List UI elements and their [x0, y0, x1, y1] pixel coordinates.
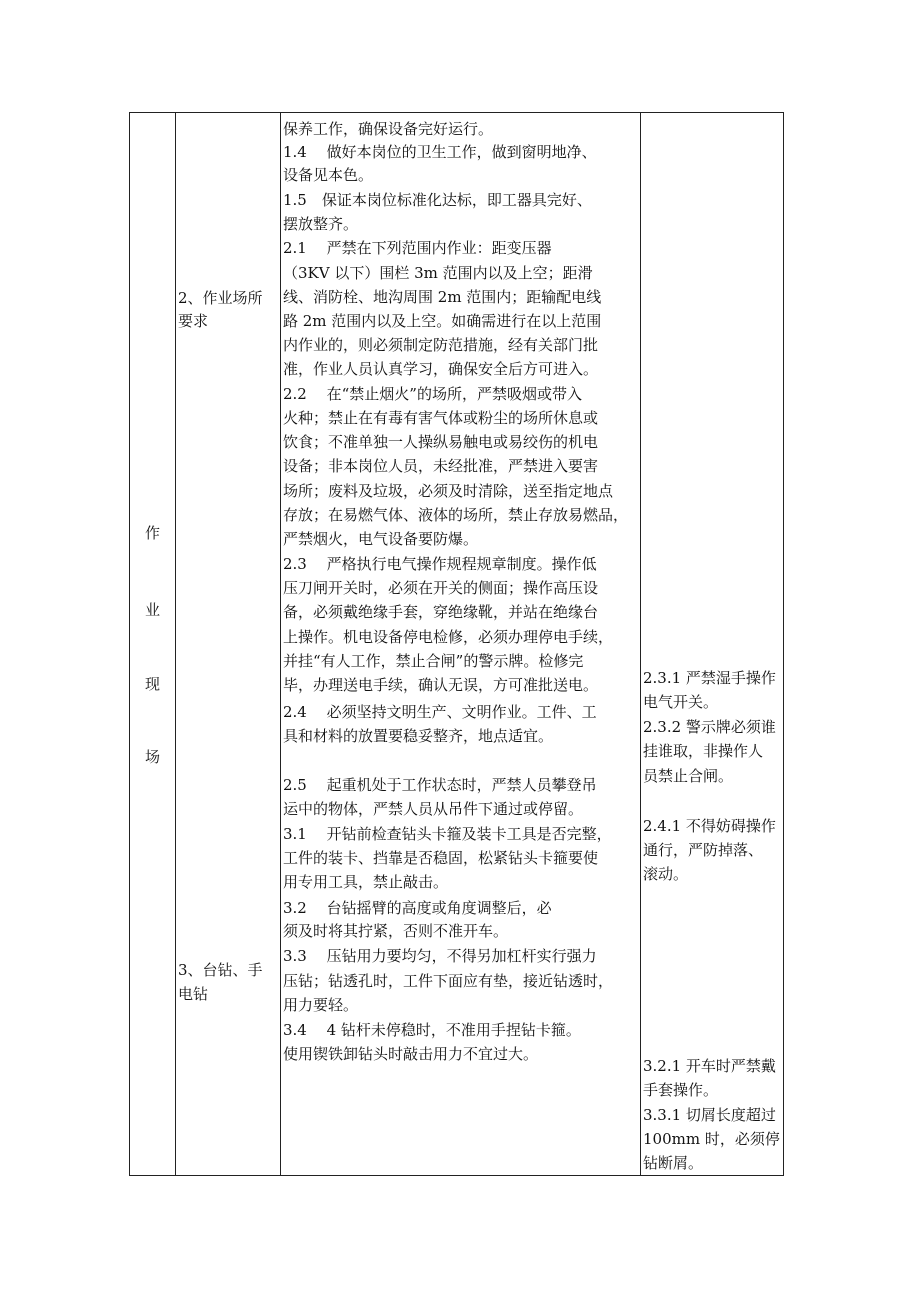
column-border — [280, 112, 281, 1176]
column-border — [640, 112, 641, 1176]
table-top-border — [129, 112, 784, 113]
text-line: 内作业的，则必须制定防范措施，经有关部门批 — [283, 336, 599, 354]
text-line: 用力要轻。 — [283, 996, 359, 1014]
text-line: 1.4 做好本岗位的卫生工作，做到窗明地净、 — [283, 143, 597, 161]
text-line: 压钻；钻透孔时，工件下面应有垫，接近钻透时， — [283, 972, 614, 990]
column-border — [175, 112, 176, 1176]
note-line: 2.3.1 严禁湿手操作 — [643, 669, 776, 687]
text-line: 2.2 在“禁止烟火”的场所，严禁吸烟或带入 — [283, 385, 582, 403]
text-line: 1.5 保证本岗位标准化达标，即工器具完好、 — [283, 191, 592, 209]
note-line: 员禁止合闸。 — [643, 767, 734, 785]
note-line: 电气开关。 — [643, 693, 719, 711]
text-line: 3.4 4 钻杆未停稳时，不准用手捏钻卡箍。 — [283, 1021, 581, 1039]
note-line: 3.2.1 开车时严禁戴 — [643, 1057, 776, 1075]
text-line: 2.5 起重机处于工作状态时，严禁人员攀登吊 — [283, 776, 597, 794]
text-line: 准，作业人员认真学习，确保安全后方可进入。 — [283, 360, 599, 378]
text-line: 2.1 严禁在下列范围内作业：距变压器 — [283, 239, 552, 257]
text-line: 线、消防栓、地沟周围 2m 范围内；距输配电线 — [283, 288, 602, 306]
note-line: 2.4.1 不得妨碍操作 — [643, 817, 776, 835]
text-line: 3.1 开钻前检查钻头卡箍及装卡工具是否完整， — [283, 825, 612, 843]
text-line: 场所；废料及垃圾，必须及时清除，送至指定地点 — [283, 482, 614, 500]
category-char: 业 — [145, 601, 161, 619]
text-line: 运中的物体，严禁人员从吊件下通过或停留。 — [283, 800, 584, 818]
text-line: 2.3 严格执行电气操作规程规章制度。操作低 — [283, 555, 597, 573]
table-bottom-border — [129, 1175, 784, 1176]
category-char: 现 — [145, 675, 161, 693]
column-border — [783, 112, 784, 1176]
note-line: 100mm 时，必须停 — [643, 1130, 780, 1148]
section-title-line: 3、台钻、手 — [178, 961, 263, 979]
note-line: 通行，严防掉落、 — [643, 841, 764, 859]
text-line: 摆放整齐。 — [283, 215, 359, 233]
section-title-line: 电钻 — [178, 985, 209, 1003]
text-line: 保养工作，确保设备完好运行。 — [283, 120, 494, 138]
text-line: 备，必须戴绝缘手套，穿绝缘靴，并站在绝缘台 — [283, 603, 599, 621]
text-line: 压刀闸开关时，必须在开关的侧面；操作高压设 — [283, 579, 599, 597]
text-line: 3.3 压钻用力要均匀，不得另加杠杆实行强力 — [283, 947, 597, 965]
text-line: 路 2m 范围内以及上空。如确需进行在以上范围 — [283, 312, 602, 330]
note-line: 2.3.2 警示牌必须谁 — [643, 718, 776, 736]
text-line: 上操作。机电设备停电检修，必须办理停电手续， — [283, 628, 614, 646]
text-line: 工件的装卡、挡靠是否稳固，松紧钻头卡箍要使 — [283, 849, 599, 867]
text-line: 存放；在易燃气体、液体的场所，禁止存放易燃品， — [283, 506, 629, 524]
note-line: 钻断屑。 — [643, 1154, 704, 1172]
text-line: 2.4 必须坚持文明生产、文明作业。工件、工 — [283, 703, 597, 721]
note-line: 滚动。 — [643, 865, 689, 883]
section-title-line: 要求 — [178, 312, 209, 330]
category-char: 场 — [145, 748, 161, 766]
note-line: 3.3.1 切屑长度超过 — [643, 1106, 776, 1124]
text-line: 3.2 台钻摇臂的高度或角度调整后，必 — [283, 899, 552, 917]
text-line: 用专用工具，禁止敲击。 — [283, 873, 449, 891]
text-line: 火种；禁止在有毒有害气体或粉尘的场所休息或 — [283, 409, 599, 427]
text-line: 严禁烟火，电气设备要防爆。 — [283, 530, 479, 548]
text-line: 具和材料的放置要稳妥整齐，地点适宜。 — [283, 727, 554, 745]
section-title-line: 2、作业场所 — [178, 289, 263, 307]
text-line: 使用锲铁卸钻头时敲击用力不宜过大。 — [283, 1045, 539, 1063]
text-line: （3KV 以下）围栏 3m 范围内以及上空；距滑 — [283, 264, 593, 282]
text-line: 设备见本色。 — [283, 166, 374, 184]
category-char: 作 — [145, 524, 161, 542]
note-line: 手套操作。 — [643, 1081, 719, 1099]
text-line: 饮食；不准单独一人操纵易触电或易绞伤的机电 — [283, 433, 599, 451]
text-line: 并挂“有人工作，禁止合闸”的警示牌。检修完 — [283, 652, 584, 670]
note-line: 挂谁取，非操作人 — [643, 742, 764, 760]
text-line: 毕，办理送电手续，确认无误，方可准批送电。 — [283, 676, 599, 694]
text-line: 须及时将其拧紧，否则不准开车。 — [283, 922, 509, 940]
text-line: 设备；非本岗位人员，未经批准，严禁进入要害 — [283, 457, 599, 475]
column-border — [129, 112, 130, 1176]
